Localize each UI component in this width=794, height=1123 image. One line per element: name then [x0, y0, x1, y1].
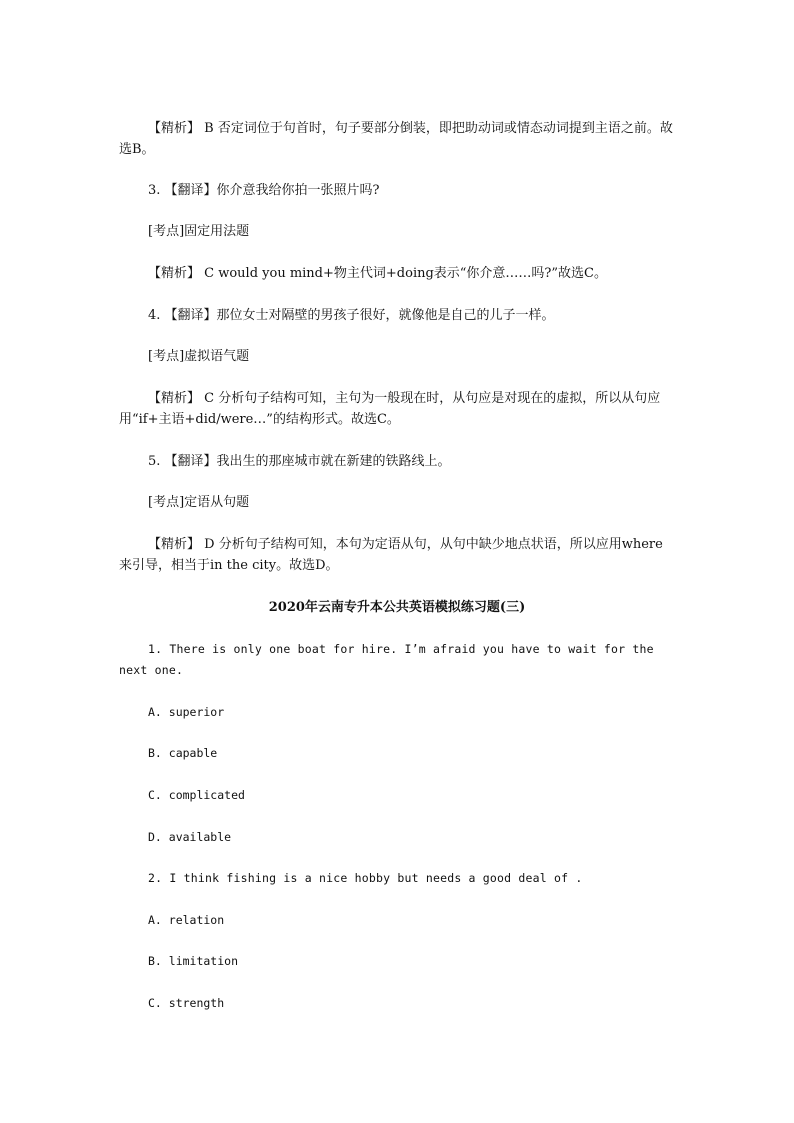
q4-analysis: 【精析】 C 分析句子结构可知，主句为一般现在时，从句应是对现在的虚拟，所以从句应用“if+主语+did/were…”的结构形式。故选C。 — [119, 391, 661, 427]
q5-test-point: [考点]定语从句题 — [148, 495, 250, 510]
q3-translation: 3. 【翻译】你介意我给你拍一张照片吗? — [148, 183, 380, 198]
question-2-stem: 2. I think fishing is a nice hobby but needs a good deal of . — [148, 871, 583, 885]
exercise-title: 2020年云南专升本公共英语模拟练习题(三) — [268, 600, 526, 615]
q5-analysis: 【精析】 D 分析句子结构可知，本句为定语从句，从句中缺少地点状语，所以应用where来引导，相当于in the city。故选D。 — [119, 537, 663, 573]
q4-translation: 4. 【翻译】那位女士对隔壁的男孩子很好，就像他是自己的儿子一样。 — [148, 308, 555, 323]
question-2-option-c: C. strength — [148, 996, 225, 1010]
question-1-stem: 1. There is only one boat for hire. I’m afraid you have to wait for the next one. — [119, 642, 654, 677]
question-2-option-a: A. relation — [148, 913, 225, 927]
question-1-option-d: D. available — [148, 830, 232, 844]
question-1-option-a: A. superior — [148, 705, 225, 719]
question-2-option-b: B. limitation — [148, 954, 239, 968]
question-1-option-b: B. capable — [148, 746, 218, 760]
analysis-q2-previous: 【精析】 B 否定词位于句首时，句子要部分倒装，即把助动词或情态动词提到主语之前。故选B。 — [119, 121, 673, 157]
q3-test-point: [考点]固定用法题 — [148, 224, 250, 239]
q4-test-point: [考点]虚拟语气题 — [148, 349, 250, 364]
q5-translation: 5. 【翻译】我出生的那座城市就在新建的铁路线上。 — [148, 454, 451, 469]
q3-analysis: 【精析】 C would you mind+物主代词+doing表示“你介意……吗?”故选C。 — [148, 266, 607, 281]
question-1-option-c: C. complicated — [148, 788, 245, 802]
